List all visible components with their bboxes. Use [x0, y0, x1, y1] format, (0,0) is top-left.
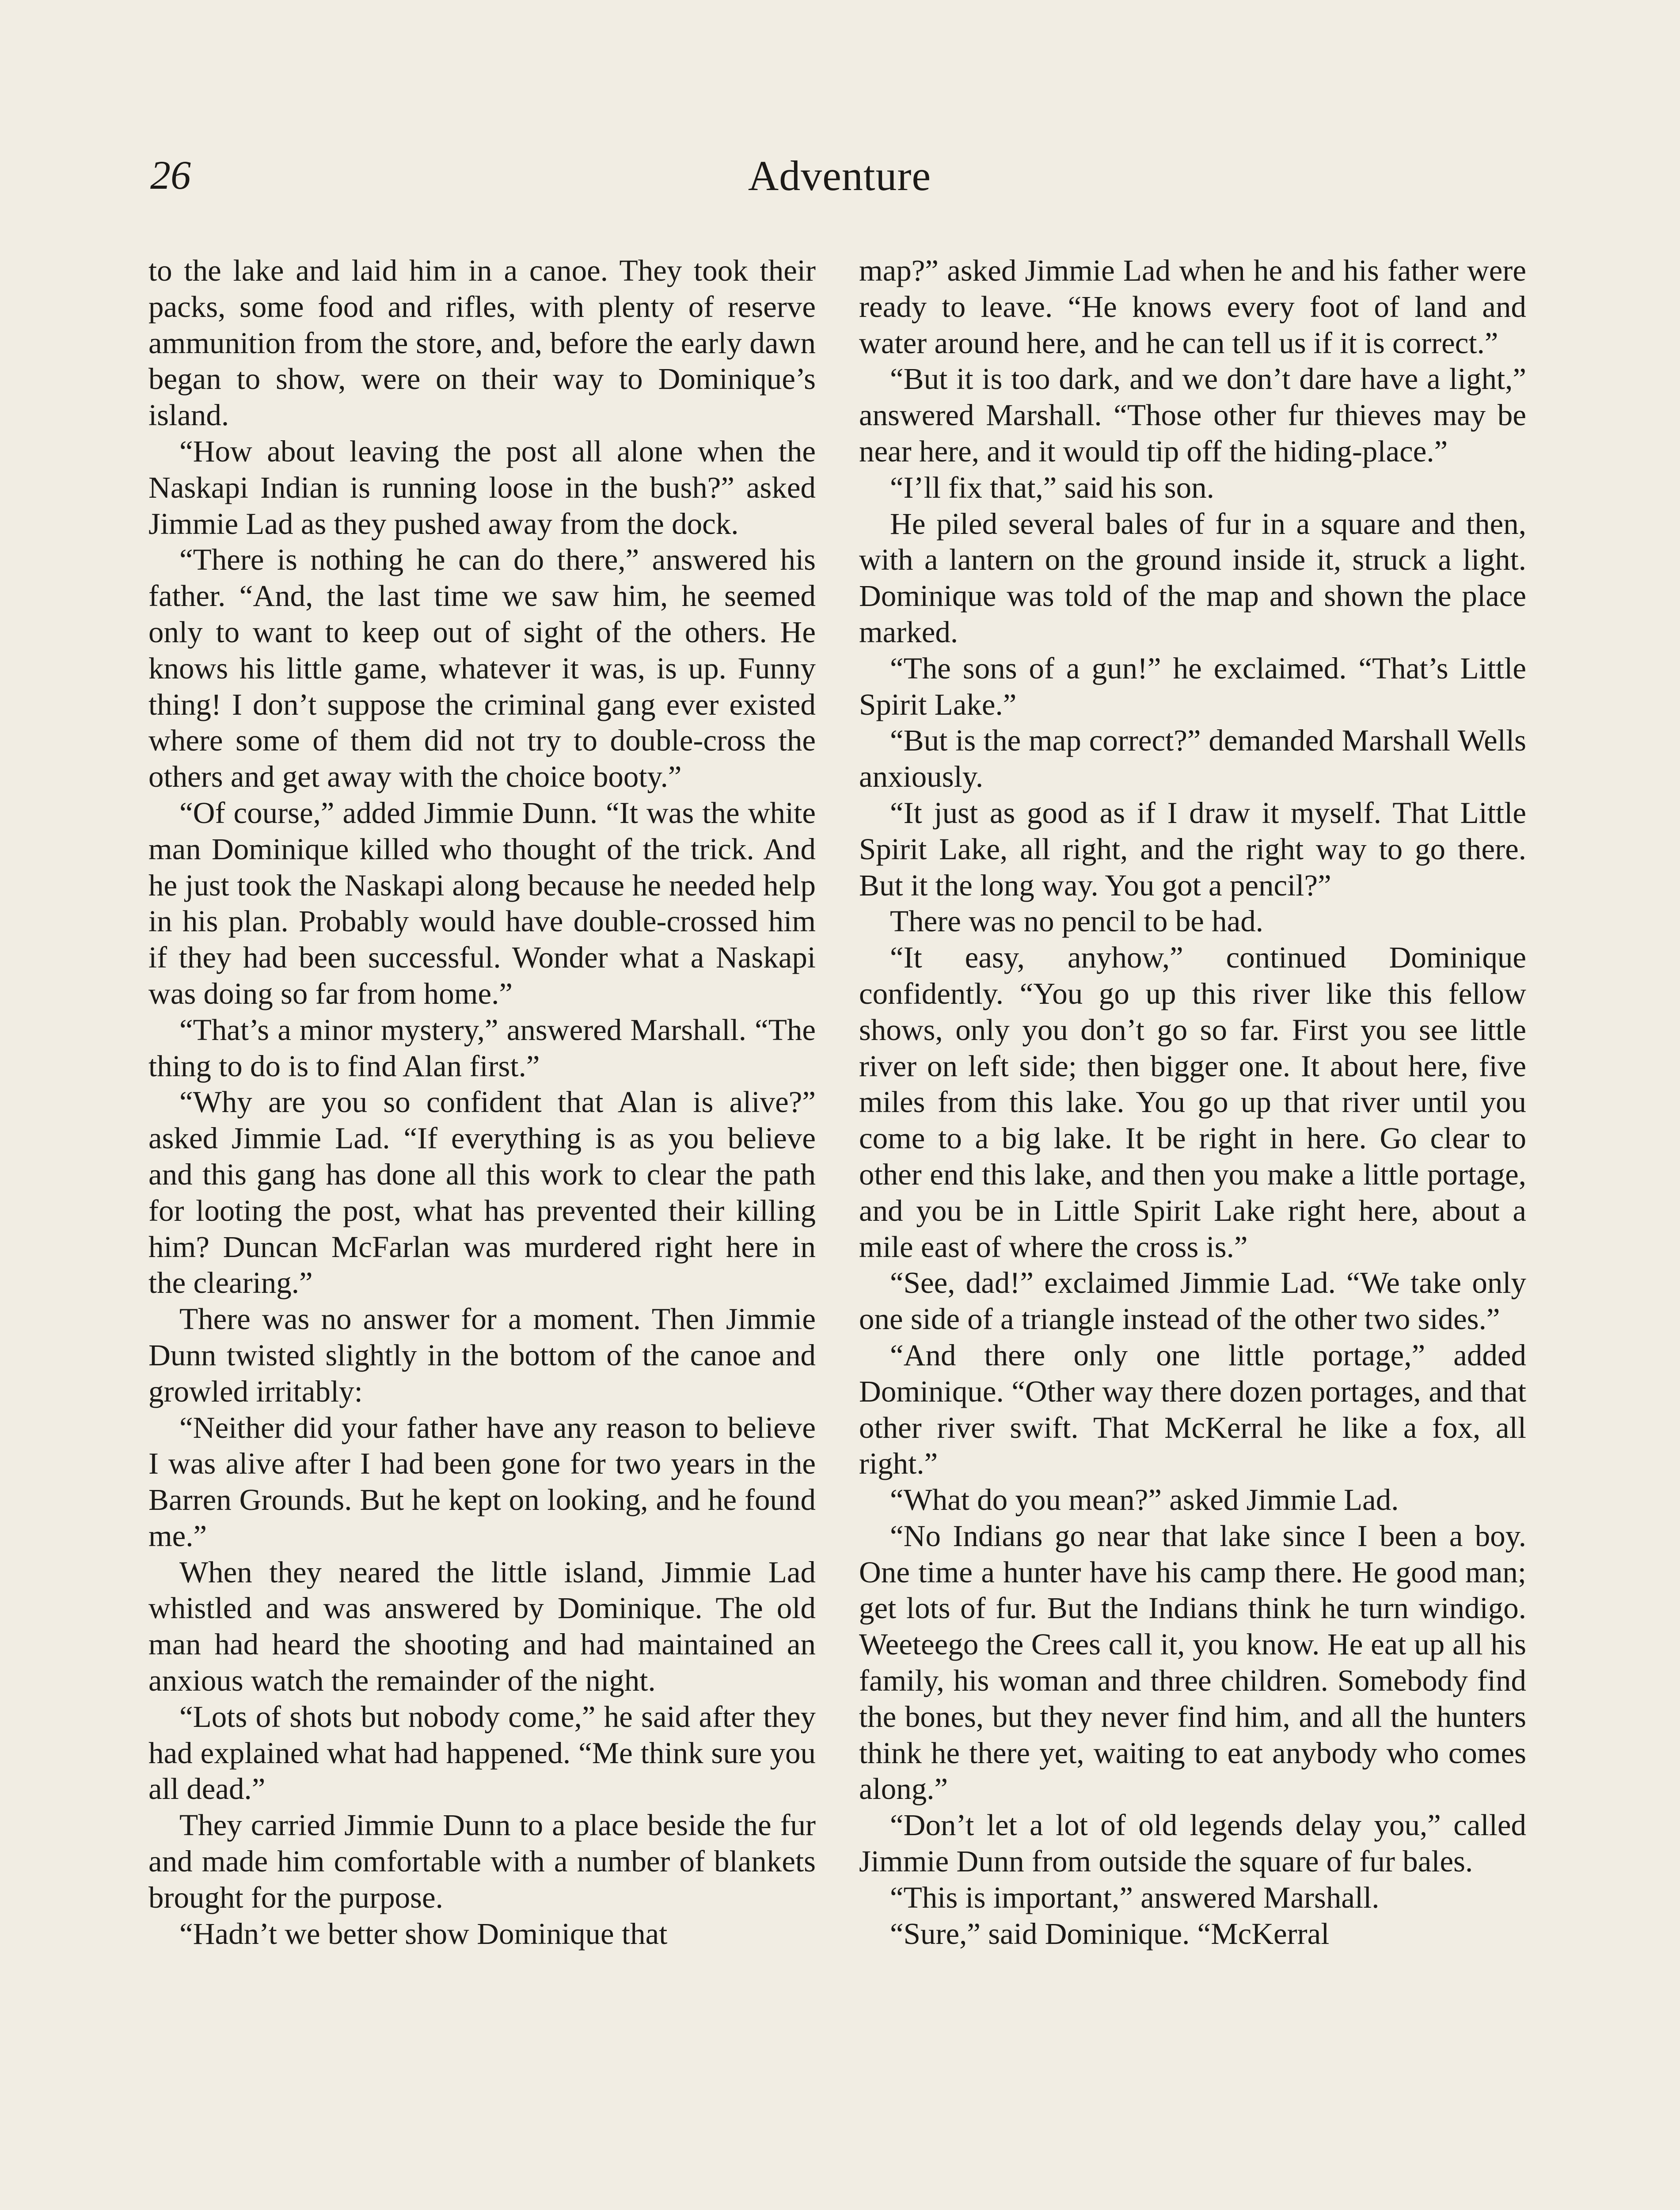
paragraph: “Neither did your father have any reason to believe I was alive after I had been gone for two years in the Barren Grounds. But he kept on looking, and he found me.” [148, 1410, 816, 1553]
paragraph: “Lots of shots but nobody come,” he said after they had explained what had happened. “Me think sure you all dead.” [148, 1699, 816, 1806]
paragraph: “It easy, anyhow,” continued Dominique confidently. “You go up this river like this fellow shows, only you don’t go so far. First you see little river on left side; then bigger one. It about here, five miles from this lake. You go up that river until you come to a big lake. It be right in here. Go clear to other end this lake, and then you make a little portage, and you be in Little Spirit Lake right here, about a mile east of where the cross is.” [859, 941, 1526, 1264]
paragraph: He piled several bales of fur in a square and then, with a lantern on the ground inside it, struck a light. Dominique was told of the map and shown the place marked. [859, 507, 1526, 649]
paragraph: “There is nothing he can do there,” answered his father. “And, the last time we saw him, he seemed only to want to keep out of sight of the others. He knows his little game, whatever it was, is up. Funny thing! I don’t suppose the criminal gang ever existed where some of them did not try to double-cross the others and get away with the choice booty.” [148, 543, 816, 794]
paragraph: “But is the map correct?” demanded Marshall Wells anxiously. [859, 724, 1526, 794]
paragraph: “Don’t let a lot of old legends delay you,” called Jimmie Dunn from outside the square of fur bales. [859, 1808, 1526, 1878]
left-column [148, 253, 816, 1952]
paragraph: They carried Jimmie Dunn to a place beside the fur and made him comfortable with a number of blankets brought for the purpose. [148, 1808, 816, 1914]
paragraph: There was no pencil to be had. [890, 904, 1263, 938]
right-column [859, 253, 1526, 1952]
paragraph: “It just as good as if I draw it myself. That Little Spirit Lake, all right, and the right way to go there. But it the long way. You got a pencil?” [859, 796, 1526, 902]
page-number: 26 [150, 152, 191, 198]
paragraph: map?” asked Jimmie Lad when he and his father were ready to leave. “He knows every foot of land and water around here, and he can tell us if it is correct.” [859, 254, 1526, 360]
paragraph: “See, dad!” exclaimed Jimmie Lad. “We take only one side of a triangle instead of the other two sides.” [859, 1266, 1526, 1336]
paragraph: “Sure,” said Dominique. “McKerral [890, 1917, 1330, 1951]
paragraph: “Hadn’t we better show Dominique that [179, 1917, 668, 1951]
running-title: Adventure [748, 152, 931, 199]
paragraph: “And there only one little portage,” added Dominique. “Other way there dozen portages, and that other river swift. That McKerral he like a fox, all right.” [859, 1338, 1526, 1481]
paragraph: “I’ll fix that,” said his son. [890, 470, 1214, 504]
paragraph: “Why are you so confident that Alan is alive?” asked Jimmie Lad. “If everything is as you believe and this gang has done all this work to clear the path for looting the post, what has prevented their killing him? Duncan McFarlan was murdered right here in the clearing.” [148, 1085, 816, 1300]
paragraph: “But it is too dark, and we don’t dare have a light,” answered Marshall. “Those other fur thieves may be near here, and it would tip off the hiding-place.” [859, 362, 1526, 468]
paragraph: “No Indians go near that lake since I been a boy. One time a hunter have his camp there. He good man; get lots of fur. But the Indians think he turn windigo. Weeteego the Crees call it, you know. He eat up all his family, his woman and three children. Somebody find the bones, but they never find him, and all the hunters think he there yet, waiting to eat anybody who comes along.” [859, 1519, 1526, 1806]
paragraph: “This is important,” answered Marshall. [890, 1880, 1380, 1914]
paragraph: When they neared the little island, Jimmie Lad whistled and was answered by Dominique. The old man had heard the shooting and had maintained an anxious watch the remainder of the night. [148, 1555, 816, 1698]
paragraph: “How about leaving the post all alone when the Naskapi Indian is running loose in the bush?” asked Jimmie Lad as they pushed away from the dock. [148, 434, 816, 541]
paragraph: to the lake and laid him in a canoe. They took their packs, some food and rifles, with plenty of reserve ammunition from the store, and, before the early dawn began to show, were on their way to Dominique’s island. [148, 254, 816, 432]
paragraph: “What do you mean?” asked Jimmie Lad. [890, 1483, 1399, 1517]
paragraph: “The sons of a gun!” he exclaimed. “That’s Little Spirit Lake.” [859, 651, 1526, 721]
paragraph: There was no answer for a moment. Then Jimmie Dunn twisted slightly in the bottom of the canoe and growled irritably: [148, 1302, 816, 1408]
paragraph: “That’s a minor mystery,” answered Marshall. “The thing to do is to find Alan first.” [148, 1013, 816, 1083]
paragraph: “Of course,” added Jimmie Dunn. “It was the white man Dominique killed who thought of the trick. And he just took the Naskapi along because he needed help in his plan. Probably would have double-crossed him if they had been successful. Wonder what a Naskapi was doing so far from home.” [148, 796, 816, 1010]
